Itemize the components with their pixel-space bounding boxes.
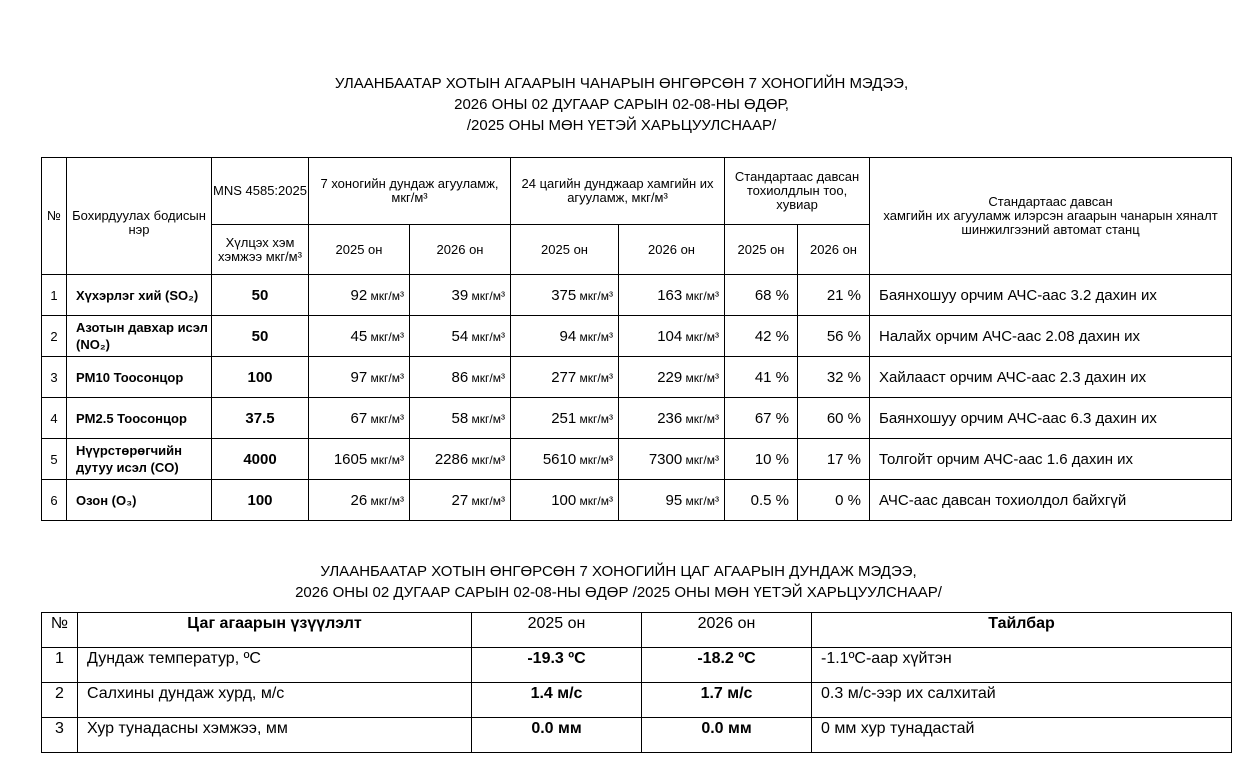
value-2026: 1.7 м/с: [642, 683, 812, 718]
daily-max-2026-value: 95: [665, 491, 683, 509]
standard-limit: 100: [212, 480, 309, 521]
title-line-1: УЛААНБААТАР ХОТЫН АГААРЫН ЧАНАРЫН ӨНГӨРСӨН 7 ХОНОГИЙН МЭДЭЭ,: [334, 75, 909, 92]
unit-label: мкг/м³: [367, 370, 404, 385]
exceed-2025: 42 %: [725, 316, 798, 357]
standard-limit: 37.5: [212, 398, 309, 439]
weekly-2025: [309, 316, 410, 357]
weekly-2025-value: 1605: [333, 450, 368, 468]
air-quality-report-title: [0, 73, 1245, 136]
table-row: [42, 275, 1232, 316]
table-row: [42, 480, 1232, 521]
daily-max-2025: [511, 439, 619, 480]
unit-label: мкг/м³: [367, 411, 404, 426]
weekly-2026: [410, 398, 511, 439]
unit-label: мкг/м³: [367, 493, 404, 508]
weather-rows: [42, 648, 1232, 753]
unit-label: мкг/м³: [682, 329, 720, 344]
exceed-2026: 60 %: [798, 398, 870, 439]
standard-limit: 4000: [212, 439, 309, 480]
daily-max-2026: [619, 316, 725, 357]
value-2026: -18.2 ºС: [642, 648, 812, 683]
weekly-2026: [410, 275, 511, 316]
weekly-2026: [410, 480, 511, 521]
weekly-2026-value: 58: [451, 409, 469, 427]
daily-max-2026: [619, 357, 725, 398]
daily-max-2026: [619, 398, 725, 439]
unit-label: мкг/м³: [682, 370, 720, 385]
max-station: Толгойт орчим АЧС-аас 1.6 дахин их: [870, 439, 1232, 480]
row-number: 1: [42, 648, 78, 683]
max-station: Баянхошуу орчим АЧС-аас 3.2 дахин их: [870, 275, 1232, 316]
weekly-2026-value: 27: [451, 491, 469, 509]
exceed-2026: 0 %: [798, 480, 870, 521]
substance-name: Азотын давхар исэл (NO₂): [67, 316, 212, 357]
weekly-2025-value: 67: [350, 409, 368, 427]
unit-label: мкг/м³: [367, 452, 404, 467]
weekly-2025: [309, 357, 410, 398]
table-row: [42, 683, 1232, 718]
indicator-name: Салхины дундаж хурд, м/с: [78, 683, 472, 718]
unit-label: мкг/м³: [367, 329, 404, 344]
daily-max-2025: [511, 357, 619, 398]
exceed-2026: 32 %: [798, 357, 870, 398]
header-weekly-average: 7 хоногийн дундаж агууламж, мкг/м³: [309, 158, 511, 225]
substance-name: Озон (O₃): [67, 480, 212, 521]
weekly-2026: [410, 357, 511, 398]
weekly-2025: [309, 275, 410, 316]
unit-label: мкг/м³: [682, 452, 720, 467]
weekly-2026: [410, 439, 511, 480]
table-row: [42, 316, 1232, 357]
table-row: [42, 357, 1232, 398]
air-quality-rows: [42, 275, 1232, 521]
daily-max-2025-value: 251: [551, 409, 577, 427]
row-number: 6: [42, 480, 67, 521]
unit-label: мкг/м³: [468, 288, 506, 303]
exceed-2026: 56 %: [798, 316, 870, 357]
daily-max-2026-value: 236: [657, 409, 683, 427]
daily-max-2026: [619, 275, 725, 316]
unit-label: мкг/м³: [468, 452, 506, 467]
weekly-2026-value: 86: [451, 368, 469, 386]
header-note: Тайлбар: [812, 613, 1232, 648]
unit-label: мкг/м³: [576, 411, 614, 426]
table-row: [42, 718, 1232, 753]
unit-label: мкг/м³: [367, 288, 404, 303]
exceed-2025: 0.5 %: [725, 480, 798, 521]
header-no: №: [42, 613, 78, 648]
header-2026: 2026 он: [642, 613, 812, 648]
max-station: Хайлааст орчим АЧС-аас 2.3 дахин их: [870, 357, 1232, 398]
value-2025: -19.3 ºС: [472, 648, 642, 683]
unit-label: мкг/м³: [576, 329, 614, 344]
exceed-2025: 68 %: [725, 275, 798, 316]
indicator-name: Хур тунадасны хэмжээ, мм: [78, 718, 472, 753]
standard-limit: 100: [212, 357, 309, 398]
header-mns: MNS 4585:2025: [212, 158, 309, 225]
header-2025: 2025 он: [472, 613, 642, 648]
header-exceed-rate: Стандартаас давсан тохиолдлын тоо, хувиар: [725, 158, 870, 225]
row-number: 4: [42, 398, 67, 439]
title2-line-2: 2026 ОНЫ 02 ДУГААР САРЫН 02-08-НЫ ӨДӨР /2025 ОНЫ МӨН ҮЕТЭЙ ХАРЬЦУУЛСНААР/: [295, 584, 942, 601]
row-number: 1: [42, 275, 67, 316]
note: 0.3 м/с-ээр их салхитай: [812, 683, 1232, 718]
daily-max-2025-value: 94: [559, 327, 577, 345]
substance-name: PM10 Тоосонцор: [67, 357, 212, 398]
daily-max-2026-value: 104: [657, 327, 683, 345]
weekly-2025-value: 26: [350, 491, 368, 509]
weather-table: [41, 612, 1232, 753]
weekly-2025-value: 97: [350, 368, 368, 386]
table-row: [42, 439, 1232, 480]
weekly-2025: [309, 480, 410, 521]
weekly-2026: [410, 316, 511, 357]
weekly-2025-value: 45: [350, 327, 368, 345]
header-station-line-1: Стандартаас давсан: [988, 194, 1113, 209]
weekly-2025: [309, 439, 410, 480]
header-weekly-2026: 2026 он: [410, 225, 511, 275]
table-row: [42, 648, 1232, 683]
substance-name: Хүхэрлэг хий (SO₂): [67, 275, 212, 316]
daily-max-2025-value: 5610: [542, 450, 577, 468]
weather-report-title: [0, 561, 1242, 603]
header-exceed-2026: 2026 он: [798, 225, 870, 275]
header-weekly-2025: 2025 он: [309, 225, 410, 275]
daily-max-2026-value: 163: [657, 286, 683, 304]
daily-max-2025-value: 100: [551, 491, 577, 509]
unit-label: мкг/м³: [468, 370, 506, 385]
unit-label: мкг/м³: [576, 370, 614, 385]
header-no: №: [42, 158, 67, 275]
value-2026: 0.0 мм: [642, 718, 812, 753]
daily-max-2025: [511, 275, 619, 316]
note: -1.1ºС-аар хүйтэн: [812, 648, 1232, 683]
standard-limit: 50: [212, 275, 309, 316]
exceed-2026: 21 %: [798, 275, 870, 316]
daily-max-2026-value: 229: [657, 368, 683, 386]
standard-limit: 50: [212, 316, 309, 357]
air-quality-table: [41, 157, 1232, 521]
max-station: Налайх орчим АЧС-аас 2.08 дахин их: [870, 316, 1232, 357]
unit-label: мкг/м³: [468, 493, 506, 508]
note: 0 мм хур тунадастай: [812, 718, 1232, 753]
value-2025: 1.4 м/с: [472, 683, 642, 718]
value-2025: 0.0 мм: [472, 718, 642, 753]
header-substance: Бохирдуулах бодисын нэр: [67, 158, 212, 275]
header-daily-max: 24 цагийн дунджаар хамгийн их агууламж, мкг/м³: [511, 158, 725, 225]
substance-name: PM2.5 Тоосонцор: [67, 398, 212, 439]
title2-line-1: УЛААНБААТАР ХОТЫН ӨНГӨРСӨН 7 ХОНОГИЙН ЦАГ АГААРЫН ДУНДАЖ МЭДЭЭ,: [320, 563, 917, 580]
max-station: Баянхошуу орчим АЧС-аас 6.3 дахин их: [870, 398, 1232, 439]
header-limit: Хүлцэх хэм хэмжээ мкг/м³: [212, 225, 309, 275]
header-daily-2025: 2025 он: [511, 225, 619, 275]
indicator-name: Дундаж температур, ºС: [78, 648, 472, 683]
daily-max-2026-value: 7300: [648, 450, 683, 468]
header-station: [870, 158, 1232, 275]
exceed-2025: 41 %: [725, 357, 798, 398]
unit-label: мкг/м³: [576, 288, 614, 303]
header-exceed-2025: 2025 он: [725, 225, 798, 275]
unit-label: мкг/м³: [468, 329, 506, 344]
max-station: АЧС-аас давсан тохиолдол байхгүй: [870, 480, 1232, 521]
daily-max-2025-value: 277: [551, 368, 577, 386]
substance-name: Нүүрстөрөгчийн дутуу исэл (CO): [67, 439, 212, 480]
table-row: [42, 398, 1232, 439]
daily-max-2025: [511, 398, 619, 439]
weekly-2025: [309, 398, 410, 439]
exceed-2026: 17 %: [798, 439, 870, 480]
unit-label: мкг/м³: [682, 411, 720, 426]
unit-label: мкг/м³: [682, 493, 720, 508]
daily-max-2026: [619, 439, 725, 480]
exceed-2025: 10 %: [725, 439, 798, 480]
weekly-2026-value: 2286: [434, 450, 469, 468]
unit-label: мкг/м³: [576, 493, 614, 508]
header-daily-2026: 2026 он: [619, 225, 725, 275]
daily-max-2025: [511, 316, 619, 357]
row-number: 2: [42, 316, 67, 357]
daily-max-2025-value: 375: [551, 286, 577, 304]
weekly-2026-value: 39: [451, 286, 469, 304]
unit-label: мкг/м³: [468, 411, 506, 426]
title-line-3: /2025 ОНЫ МӨН ҮЕТЭЙ ХАРЬЦУУЛСНААР/: [466, 117, 777, 134]
header-indicator: Цаг агаарын үзүүлэлт: [78, 613, 472, 648]
row-number: 3: [42, 718, 78, 753]
header-station-line-2: хамгийн их агууламж илэрсэн агаарын чанарын хяналт шинжилгээний автомат станц: [883, 208, 1218, 237]
unit-label: мкг/м³: [682, 288, 720, 303]
daily-max-2026: [619, 480, 725, 521]
daily-max-2025: [511, 480, 619, 521]
title-line-2: 2026 ОНЫ 02 ДУГААР САРЫН 02-08-НЫ ӨДӨР,: [454, 96, 789, 113]
unit-label: мкг/м³: [576, 452, 614, 467]
row-number: 5: [42, 439, 67, 480]
row-number: 3: [42, 357, 67, 398]
exceed-2025: 67 %: [725, 398, 798, 439]
weekly-2025-value: 92: [350, 286, 368, 304]
row-number: 2: [42, 683, 78, 718]
weekly-2026-value: 54: [451, 327, 469, 345]
